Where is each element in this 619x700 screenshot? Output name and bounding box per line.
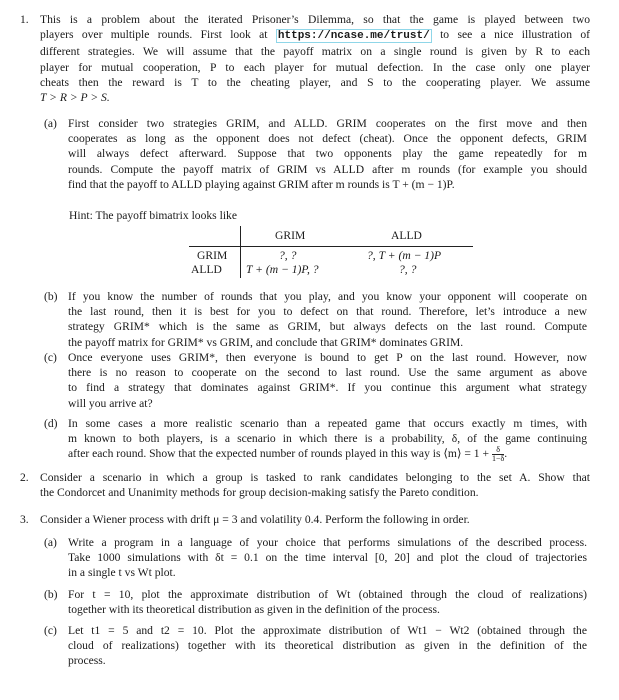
cell-grim-alld: ?, T + (m − 1)P: [367, 249, 442, 262]
subquestion-label: (d): [44, 417, 58, 430]
text-fragment: to see a nice illustration of: [440, 28, 591, 42]
text-line: different strategies. We will assume that the payoff matrix on a single round is given by R to each: [40, 45, 590, 59]
text-line: Consider a Wiener process with drift μ = 3 and volatility 0.4. Perform the following in order.: [40, 513, 470, 526]
question-3: [20, 512, 590, 527]
text-line: Take 1000 simulations with δt = 0.1 on the time interval [0, 20] and plot the cloud of trajectories: [68, 551, 587, 565]
col-header-grim: GRIM: [275, 229, 306, 242]
text-line: cooperates as long as the opponent does not defect (cheat). Once the opponent defects, GRIM: [68, 132, 587, 146]
table-horizontal-rule: [189, 246, 473, 247]
text-line: For t = 10, plot the approximate distribution of Wt (obtained through the cloud of realizations): [68, 588, 587, 601]
text-line-with-link: [40, 27, 590, 44]
text-line: rounds. Compute the payoff matrix of GRIM vs ALLD after m rounds (for example you should: [68, 162, 587, 176]
hint-text: Hint: The payoff bimatrix looks like: [69, 209, 237, 222]
text-line: together with its theoretical distribution as given in the definition of the process.: [68, 603, 440, 617]
text-line: the last round, then it is best for you to defect on that round. Therefore, let’s introduce a new: [68, 305, 587, 319]
table-vertical-rule: [240, 226, 241, 278]
payoff-bimatrix: [189, 226, 473, 278]
text-line: m known to both players, is a scenario in which there is a probability, δ, of the game continuing: [68, 432, 587, 446]
row-header-alld: ALLD: [191, 263, 222, 276]
text-line: In some cases a more realistic scenario than a repeated game that occurs exactly m times, with: [68, 417, 587, 430]
text-line: Write a program in a language of your choice that performs simulations of the described process.: [68, 536, 587, 549]
question-number: 2.: [20, 471, 29, 484]
text-line: the Condorcet and Unanimity methods for group decision-making satisfy the Pareto condition.: [40, 486, 479, 500]
question-1c: [44, 350, 587, 411]
text-fragment: players over multiple rounds. First look at: [40, 28, 268, 42]
subquestion-label: (c): [44, 351, 57, 364]
text-line: Once everyone uses GRIM*, then everyone is bound to get P on the last round. However, now: [68, 351, 587, 364]
subquestion-label: (b): [44, 290, 58, 303]
text-line: process.: [68, 654, 106, 668]
question-number: 3.: [20, 513, 29, 526]
text-line-with-fraction: after each round. Show that the expected number of rounds played in this way is ⟨m⟩ = 1 + $\frac{\delta}{1-\delta}$ .: [68, 445, 508, 464]
text-line: First consider two strategies GRIM, and ALLD. GRIM cooperates on the first move and then: [68, 117, 587, 130]
text-line: Consider a scenario in which a group is tasked to rank candidates belonging to the set A. Show that: [40, 471, 590, 484]
text-line: If you know the number of rounds that you play, and you know your opponent will cooperate on: [68, 290, 587, 303]
subquestion-label: (c): [44, 624, 57, 637]
text-line: will always defect afterward. Suppose that two opponents play the game repeatedly for m: [68, 147, 587, 161]
text-line: strategy GRIM* which is the same as GRIM, but always defects on the last round. Compute: [68, 320, 587, 334]
subquestion-label: (a): [44, 536, 57, 549]
subquestion-label: (b): [44, 588, 58, 601]
question-1d: [44, 416, 587, 463]
text-line: T > R > P > S.: [40, 91, 110, 105]
text-line: in a single t vs Wt plot.: [68, 566, 176, 580]
text-line: Let t1 = 5 and t2 = 10. Plot the approximate distribution of Wt1 − Wt2 (obtained through the: [68, 624, 587, 637]
fraction-denominator: 1−δ: [491, 454, 505, 464]
question-3c: [44, 623, 587, 669]
text-line: will you arrive at?: [68, 396, 153, 410]
text-line: player for mutual cooperation, P to each player for mutual defection. In the case only one player: [40, 60, 590, 74]
text-line: cheats then the reward is T to the cheating player, and S to the cooperating player. We assume: [40, 75, 590, 89]
subquestion-label: (a): [44, 117, 57, 130]
question-1: [20, 12, 590, 105]
text-line: to find a strategy that dominates against GRIM*. If you continue this argument what strategy: [68, 381, 587, 395]
text-line: there is no reason to cooperate on the second to last round. Use the same argument as above: [68, 366, 587, 380]
question-3a: [44, 535, 587, 581]
cell-alld-alld: ?, ?: [399, 263, 417, 276]
question-2: [20, 470, 590, 500]
row-header-grim: GRIM: [197, 249, 228, 262]
question-1a: [44, 116, 587, 192]
text-line: cloud of realizations) together with its theoretical distribution as given in the definition of the: [68, 639, 587, 653]
fraction-numerator: δ: [492, 446, 504, 455]
text-line: the payoff matrix for GRIM* vs GRIM, and conclude that GRIM* dominates GRIM.: [68, 335, 464, 349]
cell-alld-grim: T + (m − 1)P, ?: [246, 263, 319, 276]
text-fragment: after each round. Show that the expected number of rounds played in this way is ⟨m⟩ = 1 +: [68, 447, 490, 461]
question-number: 1.: [20, 13, 29, 26]
fraction: [492, 446, 504, 463]
text-line: This is a problem about the iterated Prisoner’s Dilemma, so that the game is played between two: [40, 13, 590, 26]
text-line: find that the payoff to ALLD playing against GRIM after m rounds is T + (m − 1)P.: [68, 177, 455, 191]
col-header-alld: ALLD: [391, 229, 422, 242]
question-3b: [44, 587, 587, 617]
cell-grim-grim: ?, ?: [279, 249, 297, 262]
trust-link[interactable]: https://ncase.me/trust/: [277, 30, 430, 43]
question-1b: [44, 289, 587, 350]
